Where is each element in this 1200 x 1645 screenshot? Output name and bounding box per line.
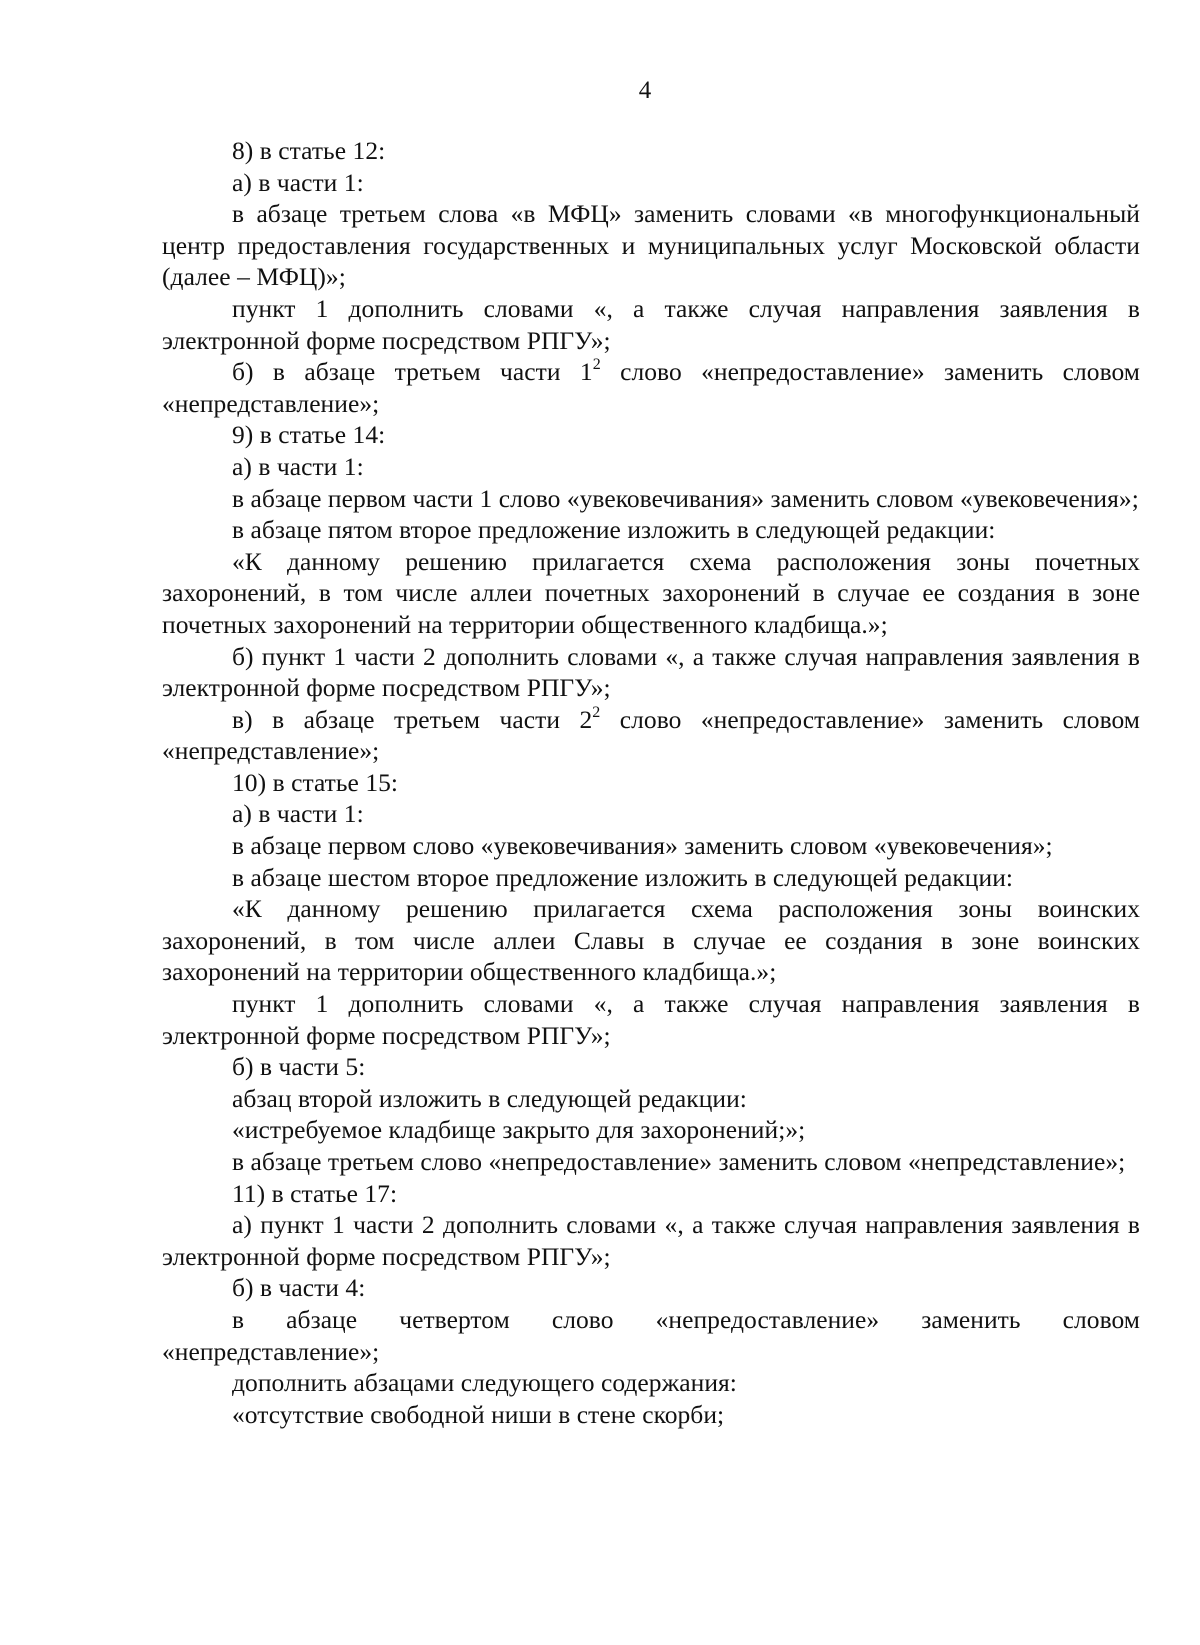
- paragraph: а) в части 1:: [232, 799, 364, 829]
- paragraph: в абзаце шестом второе предложение изложить в следующей редакции:: [232, 862, 1014, 892]
- paragraph: в абзаце пятом второе предложение изложить в следующей редакции:: [232, 515, 996, 545]
- paragraph: 10) в статье 15:: [232, 767, 399, 797]
- paragraph: «К данному решению прилагается схема расположения зоны почетных захоронений, в том числе аллеи почетных захоронений в случае ее создания в зоне почетных захоронений на территории общественного кладбища.»;: [162, 546, 1140, 639]
- paragraph-text-before: в) в абзаце третьем части 2: [232, 704, 593, 734]
- paragraph-text-before: б) в абзаце третьем части 1: [232, 357, 593, 387]
- paragraph: «истребуемое кладбище закрыто для захоронений;»;: [232, 1115, 806, 1145]
- paragraph: в абзаце третьем слово «непредоставление» заменить словом «непредставление»;: [232, 1147, 1126, 1176]
- paragraph: абзац второй изложить в следующей редакции:: [232, 1083, 747, 1113]
- paragraph: 11) в статье 17:: [232, 1178, 398, 1208]
- paragraph: в абзаце четвертом слово «непредоставление» заменить словом «непредставление»;: [162, 1304, 1140, 1366]
- paragraph: б) в части 5:: [232, 1052, 366, 1082]
- paragraph: пункт 1 дополнить словами «, а также случая направления заявления в электронной форме посредством РПГУ»;: [162, 293, 1140, 355]
- paragraph: в абзаце первом слово «увековечивания» заменить словом «увековечения»;: [232, 831, 1053, 861]
- paragraph: 9) в статье 14:: [232, 420, 386, 450]
- paragraph: б) пункт 1 части 2 дополнить словами «, а также случая направления заявления в электронной форме посредством РПГУ»;: [162, 641, 1140, 703]
- paragraph: 8) в статье 12:: [232, 136, 386, 165]
- page-number: 4: [638, 77, 652, 104]
- paragraph: [162, 356, 1140, 419]
- paragraph: в абзаце первом части 1 слово «увековечивания» заменить словом «увековечения»;: [232, 483, 1139, 513]
- paragraph: а) в части 1:: [232, 167, 364, 197]
- superscript: 2: [592, 356, 601, 374]
- paragraph-text-after: слово «непредоставление» заменить словом «непредставление»;: [162, 357, 1140, 418]
- paragraph: б) в части 4:: [232, 1273, 366, 1303]
- paragraph: а) пункт 1 части 2 дополнить словами «, а также случая направления заявления в электронной форме посредством РПГУ»;: [162, 1210, 1140, 1271]
- paragraph: пункт 1 дополнить словами «, а также случая направления заявления в электронной форме посредством РПГУ»;: [162, 989, 1140, 1050]
- paragraph: [162, 704, 1140, 767]
- paragraph: «отсутствие свободной ниши в стене скорби;: [232, 1399, 725, 1429]
- paragraph: «К данному решению прилагается схема расположения зоны воинских захоронений, в том числе аллеи Славы в случае ее создания в зоне воинских захоронений на территории общественного кладбища.»;: [162, 894, 1140, 987]
- paragraph: в абзаце третьем слова «в МФЦ» заменить словами «в многофункциональный центр предоставления государственных и муниципальных услуг Московской области (далее – МФЦ)»;: [162, 199, 1140, 292]
- superscript: 2: [592, 703, 601, 721]
- paragraph-text-after: слово «непредоставление» заменить словом «непредставление»;: [162, 704, 1140, 766]
- paragraph: а) в части 1:: [232, 451, 364, 481]
- paragraph: дополнить абзацами следующего содержания:: [232, 1368, 737, 1398]
- document-body: [162, 135, 1140, 1430]
